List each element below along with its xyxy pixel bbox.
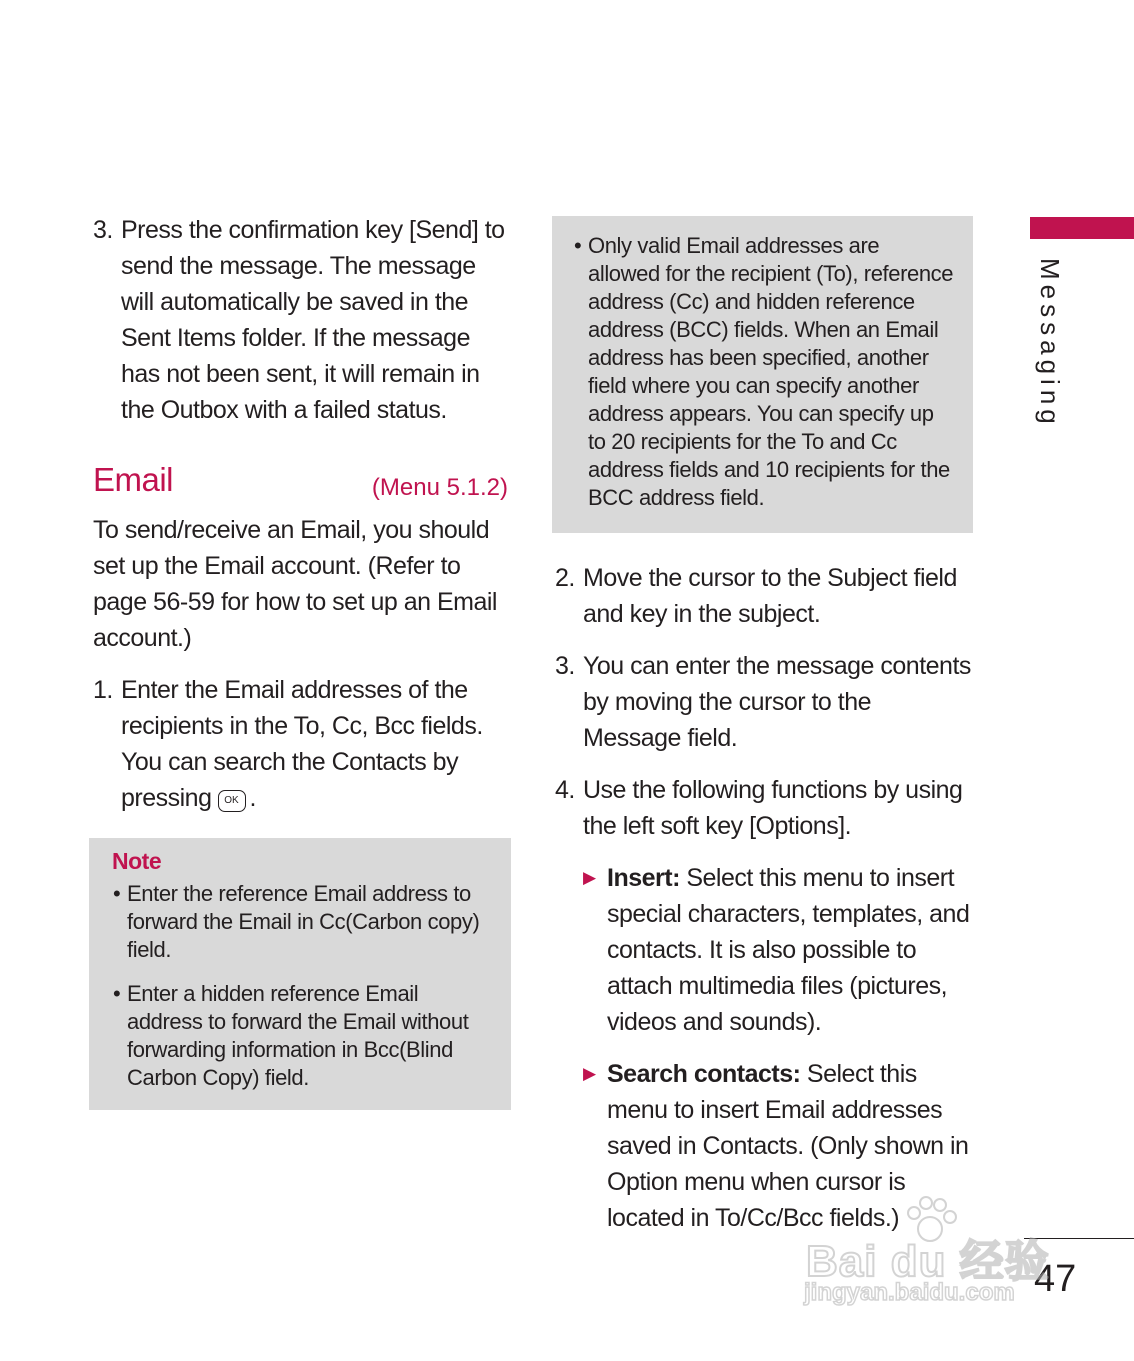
watermark-url-text: jingyan.baidu.com: [804, 1279, 1015, 1306]
triangle-arrow-icon: ▶: [583, 868, 596, 887]
info-bullet-text: Only valid Email addresses are allowed for the recipient (To), reference address (Cc) and hidden reference address (BCC) fields. When an Email address has been specified, another field where you can specify another address appears. You can specify up to 20 recipients for the To and Cc address fields and 10 recipients for the BCC address field.: [588, 233, 954, 510]
section-title: Email: [93, 461, 174, 498]
address-info-box: [552, 216, 973, 533]
option-label: Insert:: [607, 864, 680, 892]
step-4-options: [555, 772, 975, 844]
section-tab-marker: [1030, 217, 1134, 239]
step-text: Use the following functions by using the left soft key [Options].: [583, 776, 963, 840]
option-description: Select this menu to insert Email addresses saved in Contacts. (Only shown in Option menu when cursor is located in To/Cc/Bcc fields.): [607, 1060, 969, 1232]
step-number: 4.: [555, 776, 575, 804]
email-section-header: [93, 462, 508, 506]
option-text: [607, 860, 975, 1040]
step-1-enter-addresses: [93, 672, 508, 816]
page-number: 47: [1034, 1258, 1077, 1300]
option-description: Select this menu to insert special characters, templates, and contacts. It is also possible to attach multimedia files (pictures, videos and sounds).: [607, 864, 970, 1036]
section-side-label: Messaging: [1035, 258, 1065, 429]
bullet-dot-icon: •: [113, 981, 121, 1006]
step-number: 3.: [93, 216, 113, 244]
note-item-text: Enter the reference Email address to forward the Email in Cc(Carbon copy) field.: [127, 881, 480, 962]
note-list: [113, 880, 493, 1092]
step-3-message: [555, 648, 975, 756]
step-number: 1.: [93, 676, 113, 704]
option-label: Search contacts:: [607, 1060, 801, 1088]
step-number: 3.: [555, 652, 575, 680]
note-box: [89, 838, 511, 1110]
step-text-wrap: [121, 672, 508, 816]
note-title: Note: [112, 848, 162, 874]
menu-reference: (Menu 5.1.2): [371, 474, 508, 501]
baidu-watermark: [800, 1195, 1070, 1315]
email-intro: To send/receive an Email, you should set up the Email account. (Refer to page 56-59 for how to set up an Email account.): [93, 516, 497, 652]
step-3-send: [93, 212, 508, 428]
triangle-arrow-icon: ▶: [583, 1064, 596, 1083]
step-text: Press the confirmation key [Send] to send the message. The message will automatically be saved in the Sent Items folder. If the message has not been sent, it will remain in the Outbox with a failed status.: [121, 216, 505, 424]
step-text: You can enter the message contents by moving the cursor to the Message field.: [583, 652, 971, 752]
step-end: .: [249, 784, 256, 812]
option-insert: [583, 860, 975, 1040]
step-number: 2.: [555, 564, 575, 592]
note-item: [113, 980, 493, 1092]
right-column: [555, 560, 975, 1236]
note-item: [113, 880, 493, 964]
step-text: Enter the Email addresses of the recipients in the To, Cc, Bcc fields. You can search the Contacts by pressing: [121, 676, 483, 812]
watermark-main-text: Bai du 经验: [806, 1237, 1050, 1286]
step-2-subject: [555, 560, 975, 632]
step-text: Move the cursor to the Subject field and key in the subject.: [583, 564, 957, 628]
bullet-dot-icon: •: [574, 233, 582, 258]
info-bullet: [574, 232, 954, 512]
note-item-text: Enter a hidden reference Email address to forward the Email without forwarding information in Bcc(Blind Carbon Copy) field.: [127, 981, 469, 1090]
left-column: [93, 212, 508, 816]
bullet-dot-icon: •: [113, 881, 121, 906]
ok-key-icon: OK: [218, 790, 246, 812]
